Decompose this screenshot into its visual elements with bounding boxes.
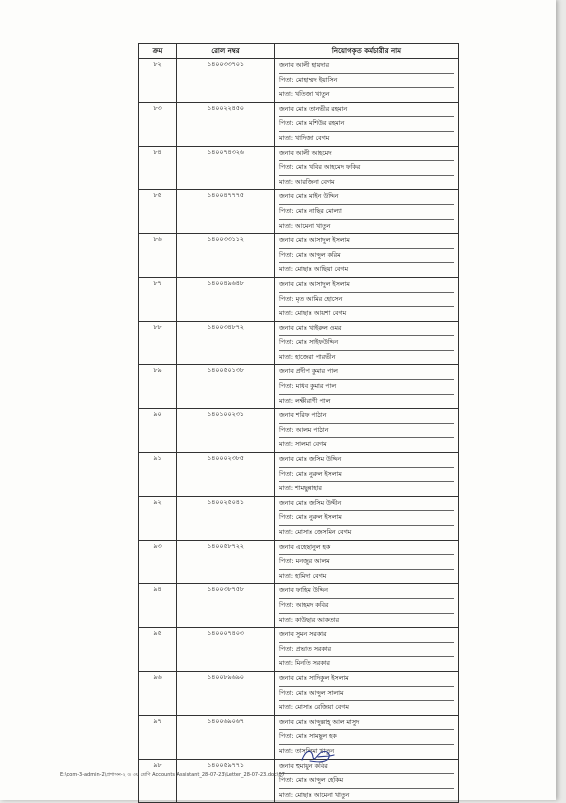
- table-header-row: [139, 44, 459, 59]
- table-body: [139, 59, 459, 803]
- roll-cell: ১৪০০৫৯৭৭১: [177, 759, 275, 803]
- father-name: পিতা: মোঃ আব্দুল করিম: [279, 249, 454, 264]
- table-row: [139, 365, 459, 409]
- table-row: [139, 59, 459, 103]
- name-cell: [275, 671, 459, 715]
- roll-cell: ১৪০০০৭৪০৩: [177, 628, 275, 672]
- father-name: পিতা: মোঃ আব্দুল হেকিম: [279, 774, 454, 789]
- signature-mark: [298, 745, 338, 767]
- serial-cell: ৯৩: [139, 540, 177, 584]
- serial-cell: ৮৪: [139, 146, 177, 190]
- mother-name: মাতা: মোসাঃ জেসমিন বেগম: [279, 529, 352, 536]
- appointee-name: জনাব ফাহিম উদ্দিন: [279, 584, 454, 599]
- name-cell: [275, 59, 459, 103]
- roll-cell: ১৪০০৩৮৭৫৮: [177, 584, 275, 628]
- appointee-name: জনাব আলী হায়দার: [279, 59, 454, 74]
- roll-cell: ১৪০০৩৩১১২: [177, 234, 275, 278]
- appointee-name: জনাব মোঃ আসাদুল ইসলাম: [279, 234, 454, 249]
- roll-cell: ১৪০০৭৪৩২৬: [177, 146, 275, 190]
- roll-cell: ১৪০০০২৩৮৫: [177, 453, 275, 497]
- serial-cell: ৯০: [139, 409, 177, 453]
- appointee-name: জনাব হুমায়ুন কবির: [279, 760, 454, 775]
- roll-cell: ১৪০০২২৪৫০: [177, 102, 275, 146]
- mother-name: মাতা: খাদিজা বেগম: [279, 134, 330, 142]
- father-name: পিতা: মোঃ খবির আহমেদ ফকির: [279, 161, 454, 176]
- appointee-name: জনাব মোঃ তানভীর রহমান: [279, 103, 454, 118]
- serial-cell: ৮৮: [139, 321, 177, 365]
- serial-cell: ৯৬: [139, 671, 177, 715]
- table-row: [139, 496, 459, 540]
- mother-name: মাতা: তাসলিমা খাতুন: [279, 747, 334, 755]
- serial-cell: ৯২: [139, 496, 177, 540]
- father-name: পিতা: আহমদ কবির: [279, 599, 454, 614]
- table-row: [139, 540, 459, 584]
- header-name: নিয়োগকৃত কর্মচারীর নাম: [275, 44, 459, 59]
- name-cell: [275, 453, 459, 497]
- table-row: [139, 102, 459, 146]
- appointee-name: জনাব মোঃ খাইরুল ওমর: [279, 322, 454, 337]
- header-roll: রোল নম্বর: [177, 44, 275, 59]
- appointee-name: জনাব আলী আহমেদ: [279, 147, 454, 162]
- appointee-name: জনাব মোঃ মাইন উদ্দিন: [279, 190, 454, 205]
- table-row: [139, 146, 459, 190]
- father-name: পিতা: মোঃ নাছির মোল্যা: [279, 205, 454, 220]
- file-path-footer: E:\com-3-admin-2\প্রশাসন-২ ও ৩য় শ্রেণি Accounts Assistant_28-07-23\Letter_28-07-23.doc\07: [60, 772, 285, 778]
- appointee-name: জনাব মোঃ সাদিকুল ইসলাম: [279, 672, 454, 687]
- father-name: পিতা: আলম পাঠান: [279, 424, 454, 439]
- serial-cell: ৮২: [139, 59, 177, 103]
- name-cell: [275, 409, 459, 453]
- roll-cell: ১৪০০৩৩৭০১: [177, 59, 275, 103]
- name-cell: [275, 584, 459, 628]
- mother-name: মাতা: শামছুন্নাহার: [279, 485, 322, 493]
- serial-cell: ৯১: [139, 453, 177, 497]
- mother-name: মাতা: হামিদা বেগম: [279, 572, 327, 580]
- mother-name: মাতা: মিনতি সরকার: [279, 660, 330, 668]
- serial-cell: ৯৪: [139, 584, 177, 628]
- roll-cell: ১৪০০৮৯৬৯০: [177, 671, 275, 715]
- serial-cell: ৮৬: [139, 234, 177, 278]
- father-name: পিতা: মোঃ নুরুল ইসলাম: [279, 468, 454, 483]
- appointee-name: জনাব সুমন সরকার: [279, 628, 454, 643]
- roll-cell: ১৪০১০০২৩১: [177, 409, 275, 453]
- table-row: [139, 628, 459, 672]
- mother-name: মাতা: আরজিনা বেগম: [279, 178, 335, 186]
- name-cell: [275, 365, 459, 409]
- father-name: পিতা: মৃত আমির হোসেন: [279, 293, 454, 308]
- name-cell: [275, 190, 459, 234]
- appointee-name: জনাব মোঃ জসিম উদ্দিন: [279, 453, 454, 468]
- roll-cell: ১৪০০৫০১৩৮: [177, 365, 275, 409]
- name-cell: [275, 234, 459, 278]
- mother-name: মাতা: খতিজা খাতুন: [279, 91, 330, 99]
- serial-cell: ৮৭: [139, 277, 177, 321]
- mother-name: মাতা: হাজেরা পারভীন: [279, 353, 336, 361]
- appointee-name: জনাব প্রদীপ কুমার পাল: [279, 365, 454, 380]
- father-name: পিতা: মোঃ সামছুল হক: [279, 730, 454, 745]
- table-row: [139, 234, 459, 278]
- father-name: পিতা: মোঃ সাইফউদ্দিন: [279, 336, 454, 351]
- appointee-table: [138, 43, 459, 803]
- header-serial: ক্রম: [139, 44, 177, 59]
- roll-cell: ১৪০০৪৭৭৭৫: [177, 190, 275, 234]
- father-name: পিতা: মোঃ আব্দুল সালাম: [279, 687, 454, 702]
- roll-cell: ১৪০০৬৯০৬৭: [177, 715, 275, 759]
- father-name: পিতা: মাধব কুমার পাল: [279, 380, 454, 395]
- father-name: পিতা: প্রভাত সরকার: [279, 643, 454, 658]
- father-name: পিতা: মনজুর আলম: [279, 555, 454, 570]
- table-row: [139, 190, 459, 234]
- table-row: [139, 409, 459, 453]
- mother-name: মাতা: সালমা বেগম: [279, 441, 327, 449]
- table-row: [139, 671, 459, 715]
- serial-cell: ৮৯: [139, 365, 177, 409]
- appointee-name: জনাব মোঃ জসিম উদ্দীন: [279, 497, 454, 512]
- table-row: [139, 277, 459, 321]
- mother-name: মাতা: লক্ষীরাণী পাল: [279, 397, 331, 405]
- name-cell: [275, 628, 459, 672]
- mother-name: মাতা: কাউছার আকতার: [279, 616, 340, 624]
- mother-name: মাতা: মোছাঃ আয়শা বেগম: [279, 310, 347, 318]
- mother-name: মাতা: আমেনা খাতুন: [279, 222, 331, 230]
- father-name: পিতা: মোহাম্মদ ইয়াসিন: [279, 74, 454, 89]
- serial-cell: ৮৩: [139, 102, 177, 146]
- serial-cell: ৮৫: [139, 190, 177, 234]
- serial-cell: ৯৮: [139, 759, 177, 803]
- father-name: পিতা: মোঃ নুরুল ইসলাম: [279, 511, 454, 526]
- roll-cell: ১৪০০৪৯৬৪৮: [177, 277, 275, 321]
- table-row: [139, 453, 459, 497]
- name-cell: [275, 102, 459, 146]
- father-name: পিতা: মোঃ মশিউর রহমান: [279, 117, 454, 132]
- name-cell: [275, 277, 459, 321]
- serial-cell: ৯৭: [139, 715, 177, 759]
- roll-cell: ১৪০০৫৮৭২২: [177, 540, 275, 584]
- name-cell: [275, 540, 459, 584]
- roll-cell: ১৪০০৩৪৮৭২: [177, 321, 275, 365]
- appointee-name: জনাব শরিফ পাঠান: [279, 409, 454, 424]
- name-cell: [275, 321, 459, 365]
- table-row: [139, 321, 459, 365]
- appointee-name: জনাব মোঃ আসাদুল ইসলাম: [279, 278, 454, 293]
- table-row: [139, 584, 459, 628]
- mother-name: মাতা: মোসাঃ রেজিয়া বেগম: [279, 704, 349, 712]
- mother-name: মাতা: মোছাঃ আছিয়া বেগম: [279, 266, 349, 274]
- serial-cell: ৯৫: [139, 628, 177, 672]
- name-cell: [275, 496, 459, 540]
- mother-name: মাতা: মোছাঃ আমেনা খাতুন: [279, 791, 350, 799]
- name-cell: [275, 146, 459, 190]
- roll-cell: ১৪০০২৫০৪১: [177, 496, 275, 540]
- appointee-name: জনাব এহেছানুল হক: [279, 541, 454, 556]
- appointee-name: জনাব মোঃ আব্দুল্লাহ্ আল মাসুদ: [279, 716, 454, 731]
